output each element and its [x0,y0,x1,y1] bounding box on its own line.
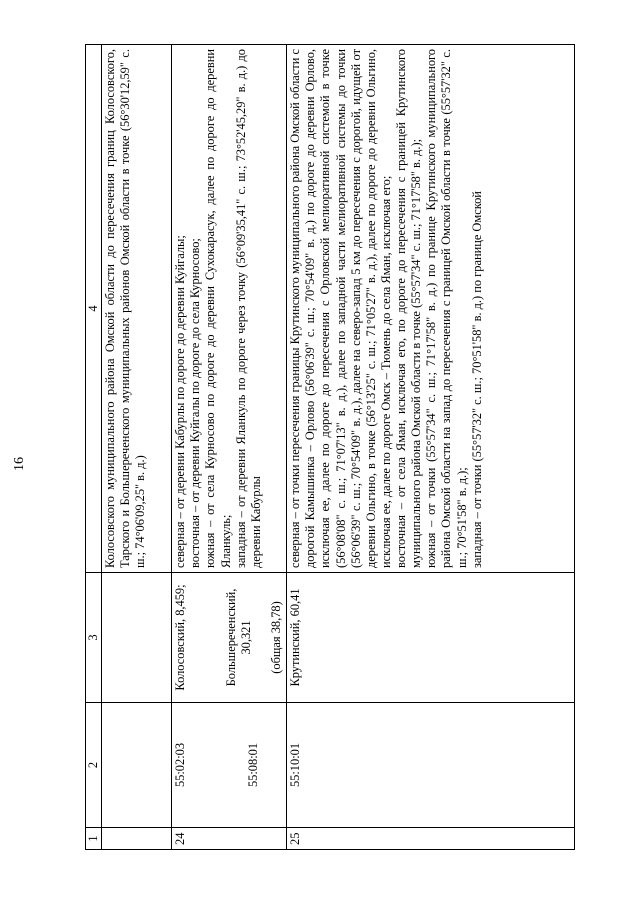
column-header-1: 1 [86,828,102,850]
district-codes [172,703,287,828]
total-area: (общая 38,78) [268,601,283,674]
column-header-4: 4 [86,45,102,573]
boundary-description [287,45,575,573]
district-area: Колосовский, 8,459; [173,584,188,691]
boundary-west: западная – от деревни Яланкуль по дороге через точку (56°09'35,41" с. ш.; 73°52'45,29" в. д.) до деревни Кабурлы [233,49,263,568]
page-number: 16 [12,457,27,471]
boundary-table-wrapper [85,45,575,850]
district-code: 55:08:01 [246,742,261,788]
district-areas [172,573,287,703]
district-area: Большереченский, 30,321 [224,588,254,687]
district-area: Крутинский, 60,41 [287,573,575,703]
column-number-row [86,45,102,850]
boundary-description [172,45,287,573]
boundary-description-continuation: Колосовского муниципального района Омской области до пересечения границ Колосовского, Тарского и Большереченского муниципальных районов Омской области в точке (56°30'12,59" с. ш.; 74°06'09,25" в. д.) [102,45,172,573]
column-header-3: 3 [86,573,102,703]
table-row-25 [287,45,575,850]
boundary-east: восточная – от села Яман, исключая его, по дороге до пересечения с границей Крутинского муниципального района Омской области в точке (55°57'34" с. ш.; 71°17'58" в. д.); [394,49,424,568]
table-row-continuation [102,45,172,850]
boundary-north: северная – от точки пересечения границы Крутинского муниципального района Омской области с дорогой Камышинка – Орлово (56°06'39" с. ш.; 70°54'09" в. д.) по дороге до деревни Орлово, исключая ее, далее по дороге до пересечения с Орловской мелиоративной системой в точке (56°08'08" с. ш.; 71°07'13" в. д.), далее по западной части мелиоративной системы до точки (56°06'39" с. ш.; 70°54'09" в. д.), далее на северо-запад 5 км до пересечения с дорогой, идущей от деревни Ольгино, в точке (56°13'25" с. ш.; 71°05'27" в. д.), далее по дороге до деревни Ольгино, исключая ее, далее по дороге Омск – Тюмень до села Яман, исключая его; [288,49,393,568]
row-number: 25 [287,828,575,850]
cell-empty [102,573,172,703]
boundary-south: южная – от точки (55°57'34" с. ш.; 71°17'58" в. д.) по границе Крутинского муниципального района Омской области на запад до пересечения с границей Омской области в точке (55°57'32" с. ш.; 70°51'58" в. д.); [424,49,469,568]
boundary-table [85,44,575,850]
boundary-north: северная – от деревни Кабурлы по дороге до деревни Куйгалы; [173,235,188,568]
cell-empty [102,828,172,850]
cell-empty [102,703,172,828]
district-code: 55:02:03 [173,742,188,788]
boundary-east: восточная – от деревни Куйгалы по дороге до села Курносово; [188,238,203,568]
district-code: 55:10:01 [287,703,575,828]
column-header-2: 2 [86,703,102,828]
table-row-24 [172,45,287,850]
boundary-south: южная – от села Курносово по дороге до деревни Сухокарасук, далее по дороге до деревни Яланкуль; [203,49,233,568]
boundary-west: западная – от точки (55°57'32" с. ш.; 70°51'58" в. д.) по границе Омской [469,191,484,568]
row-number: 24 [172,828,287,850]
